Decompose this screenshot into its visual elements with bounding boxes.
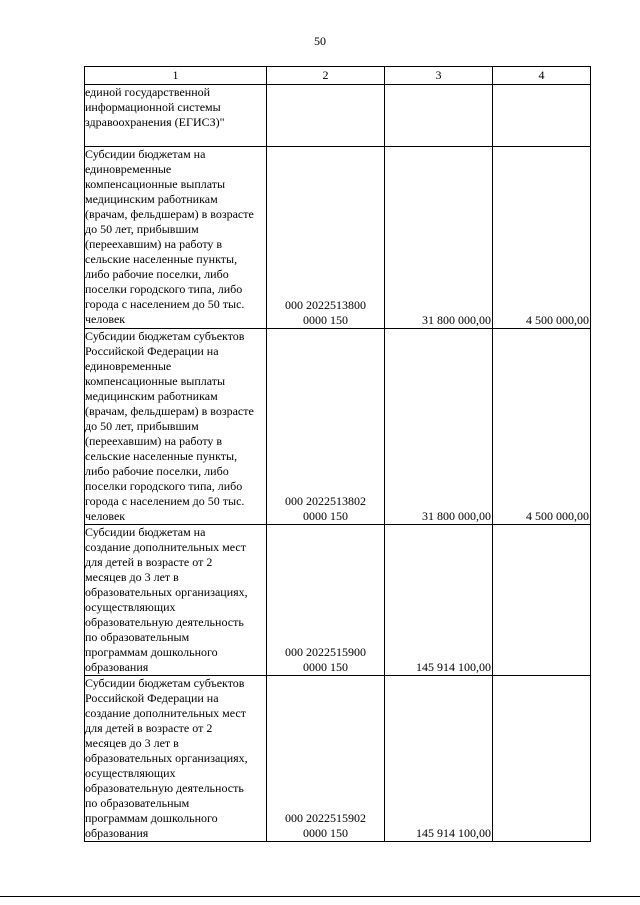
table-row bbox=[85, 147, 591, 329]
row-code-line-1: 000 2022513800 bbox=[285, 298, 366, 312]
row-name: Субсидии бюджетам на единовременные компенсационные выплаты медицинским работникам (врачам, фельдшерам) в возрасте до 50 лет, прибывшим (переехавшим) на работу в сельские населенные пункты, либо рабочие поселки, либо поселки городского типа, либо города с населением до 50 тыс. человек bbox=[85, 147, 267, 329]
row-code-line-2: 0000 150 bbox=[303, 826, 348, 840]
row-value-4: 4 500 000,00 bbox=[493, 329, 591, 525]
table-row bbox=[85, 525, 591, 676]
row-value-3: 31 800 000,00 bbox=[385, 147, 493, 329]
row-code-line-2: 0000 150 bbox=[303, 660, 348, 674]
header-col-2: 2 bbox=[267, 67, 385, 85]
row-name: Субсидии бюджетам на создание дополнительных мест для детей в возрасте от 2 месяцев до 3 лет в образовательных организациях, осуществляющих образовательную деятельность по образовательным программам дошкольного образования bbox=[85, 525, 267, 676]
row-value-4 bbox=[493, 676, 591, 842]
row-value-4 bbox=[493, 525, 591, 676]
row-value-4 bbox=[493, 85, 591, 147]
row-code bbox=[267, 147, 385, 329]
table-row bbox=[85, 676, 591, 842]
page-number: 50 bbox=[314, 34, 326, 48]
table-row bbox=[85, 85, 591, 147]
header-col-3: 3 bbox=[385, 67, 493, 85]
row-code-line-1: 000 2022513802 bbox=[285, 494, 366, 508]
row-name: Субсидии бюджетам субъектов Российской Федерации на создание дополнительных мест для детей в возрасте от 2 месяцев до 3 лет в образовательных организациях, осуществляющих образовательную деятельность по образовательным программам дошкольного образования bbox=[85, 676, 267, 842]
row-code bbox=[267, 329, 385, 525]
row-value-3: 31 800 000,00 bbox=[385, 329, 493, 525]
bottom-rule bbox=[0, 896, 640, 897]
row-name: единой государственной информационной системы здравоохранения (ЕГИСЗ)" bbox=[85, 85, 267, 147]
row-value-3: 145 914 100,00 bbox=[385, 525, 493, 676]
table-row bbox=[85, 329, 591, 525]
row-value-4: 4 500 000,00 bbox=[493, 147, 591, 329]
row-code bbox=[267, 85, 385, 147]
row-code-line-2: 0000 150 bbox=[303, 509, 348, 523]
row-code-line-2: 0000 150 bbox=[303, 313, 348, 327]
row-value-3 bbox=[385, 85, 493, 147]
budget-table bbox=[84, 66, 591, 842]
table-header-row bbox=[85, 67, 591, 85]
row-code bbox=[267, 676, 385, 842]
row-code-line-1: 000 2022515900 bbox=[285, 645, 366, 659]
row-code-line-1: 000 2022515902 bbox=[285, 811, 366, 825]
row-value-3: 145 914 100,00 bbox=[385, 676, 493, 842]
header-col-1: 1 bbox=[85, 67, 267, 85]
row-name: Субсидии бюджетам субъектов Российской Федерации на единовременные компенсационные выплаты медицинским работникам (врачам, фельдшерам) в возрасте до 50 лет, прибывшим (переехавшим) на работу в сельские населенные пункты, либо рабочие поселки, либо поселки городского типа, либо города с населением до 50 тыс. человек bbox=[85, 329, 267, 525]
header-col-4: 4 bbox=[493, 67, 591, 85]
row-code bbox=[267, 525, 385, 676]
